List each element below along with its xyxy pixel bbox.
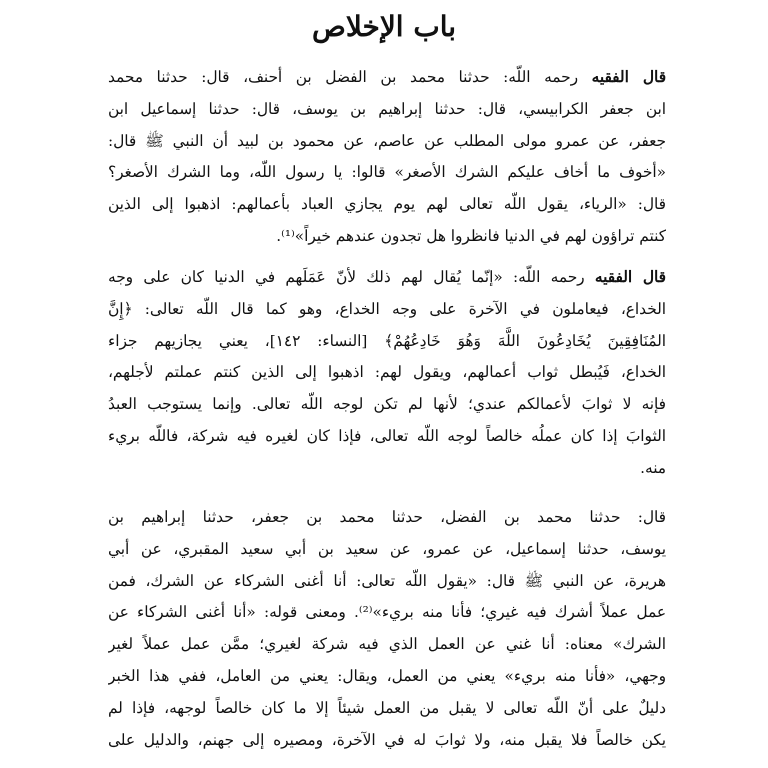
chapter-title: باب الإخلاص: [311, 10, 457, 43]
text-line: دليلٌ على أنّ اللّه تعالى لا يقبل من العمل شيئاً إلا ما كان خالصاً لوجهه، فإذا لم: [108, 698, 666, 717]
text-line: الثوابَ إذا كان عملُه خالصاً لوجه اللّه تعالى، فإذا كان لغيره فيه شركة، فاللّه بريء: [108, 426, 666, 445]
text-line: وجهي، «فأنا منه بريء» يعني من العمل، ويقال: يعني من العامل، ففي هذا الخبر: [108, 666, 666, 685]
paragraph-2: [108, 262, 666, 485]
text-line: كنتم تراؤون لهم في الدنيا فانظروا هل تجدون عندهم خيراً»⁽¹⁾.: [276, 226, 666, 245]
text-line: جعفر، عن عمرو مولى المطلب عن عاصم، عن محمود بن لبيد أن النبي ﷺ قال:: [108, 131, 666, 150]
paragraph-lead: قال الفقيه: [594, 268, 666, 286]
text-line: الشرك» معناه: أنا غني عن العمل الذي فيه شركة لغيري؛ ممَّن عمل عملاً لغير: [108, 635, 666, 654]
text-line: الخداع، فَيُبطل ثواب أعمالهم، ويقول لهم: اذهبوا إلى الذين كنتم عملتم لأجلهم،: [108, 363, 666, 382]
text-line: يكن خالصاً فلا يقبل منه، ولا ثوابَ له في الآخرة، ومصيره إلى جهنم، والدليل على: [108, 730, 666, 749]
paragraph-lead: قال الفقيه: [591, 68, 666, 86]
text-line: فإنه لا ثوابَ لأعمالكم عندي؛ لأنها لم تكن لوجه اللّه تعالى. وإنما يستوجب العبدُ: [108, 395, 666, 414]
text-line: قال: حدثنا محمد بن الفضل، حدثنا محمد بن جعفر، حدثنا إبراهيم بن: [108, 508, 666, 526]
text-line: الخداع، فيعاملون في الآخرة على وجه الخداع، وهو كما قال اللّه تعالى: ﴿إِنَّ: [108, 299, 666, 318]
text-line: منه.: [640, 458, 666, 477]
text-line: قال: «الرياء، يقول اللّه تعالى لهم يوم يجازي العباد بأعمالهم: اذهبوا إلى الذين: [108, 195, 666, 214]
text-line: هريرة، عن النبي ﷺ قال: «يقول اللّه تعالى: أنا أغنى الشركاء عن الشرك، فمن: [108, 571, 666, 590]
text-line: «أخوف ما أخاف عليكم الشرك الأصغر» قالوا: يا رسول اللّه، وما الشرك الأصغر؟: [108, 163, 666, 182]
text-line: قال الفقيه رحمه اللّه: حدثنا محمد بن الفضل بن أحنف، قال: حدثنا محمد: [108, 68, 666, 86]
text-line: قال الفقيه رحمه اللّه: «إنّما يُقال لهم ذلك لأنّ عَمَلَهم في الدنيا كان على وجه: [108, 268, 666, 286]
paragraph-1: [108, 62, 666, 253]
paragraph-3: [108, 502, 666, 756]
text-line: يوسف، حدثنا إسماعيل، عن عمرو، عن سعيد بن أبي سعيد المقبري، عن أبي: [108, 539, 666, 558]
text-line: عمل عملاً أشرك فيه غيري؛ فأنا منه بريء»⁽²⁾. ومعنى قوله: «أنا أغنى الشركاء عن: [108, 603, 666, 622]
text-line: المُنَافِقِينَ يُخَادِعُونَ اللَّهَ وَهُوَ خَادِعُهُمْ﴾ [النساء: ١٤٢]، يعني يجازيهم جزاء: [108, 331, 666, 350]
text-line: ابن جعفر الكرابيسي، قال: حدثنا إبراهيم بن يوسف، قال: حدثنا إسماعيل ابن: [108, 99, 666, 118]
